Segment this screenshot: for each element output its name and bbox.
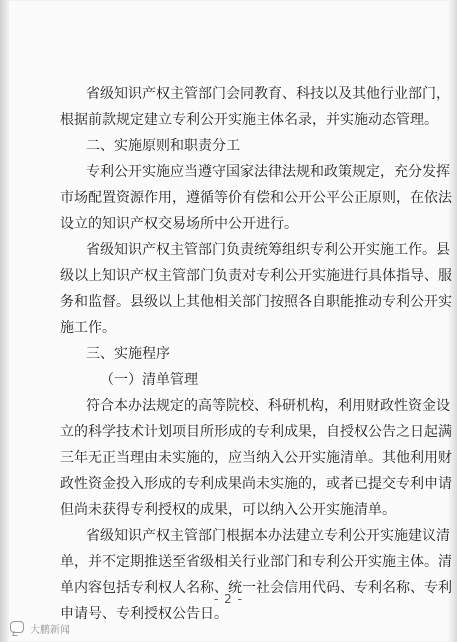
body-text-line-4: 专利公开实施应当遵守国家法律法规和政策规定，充分发挥 — [86, 164, 450, 180]
page-left-edge — [0, 0, 8, 642]
body-text-line-1: 省级知识产权主管部门会同教育、科技以及其他行业部门， — [86, 86, 450, 102]
body-text-line-7: 省级知识产权主管部门负责统筹组织专利公开实施工作。县 — [86, 242, 450, 258]
body-text-line-17: 但尚未获得专利授权的成果，可以纳入公开实施清单。 — [60, 502, 396, 518]
body-text-line-8: 级以上知识产权主管部门负责对专利公开实施进行具体指导、服 — [60, 268, 452, 284]
page-right-edge — [450, 0, 457, 642]
body-text-line-18: 省级知识产权主管部门根据本办法建立专利公开实施建议清 — [86, 528, 450, 544]
speech-bubble-icon — [10, 621, 26, 635]
body-text-line-10: 施工作。 — [60, 320, 116, 336]
watermark-text: 大鹏新闻 — [30, 624, 70, 636]
body-text-line-14: 立的科学技术计划项目所形成的专利成果，自授权公告之日起满 — [60, 424, 452, 440]
body-text-line-15: 三年无正当理由未实施的，应当纳入公开实施清单。其他利用财 — [60, 450, 452, 466]
body-text-line-16: 政性资金投入形成的专利成果尚未实施的，或者已提交专利申请 — [60, 476, 452, 492]
body-text-line-21: 申请号、专利授权公告日。 — [60, 606, 228, 622]
body-text-line-19: 单，并不定期推送至省级相关行业部门和专利公开实施主体。清 — [60, 554, 452, 570]
body-text-line-2: 根据前款规定建立专利公开实施主体名录，并实施动态管理。 — [60, 112, 438, 128]
subsection-heading-list-management: （一）清单管理 — [100, 372, 198, 388]
body-text-line-13: 符合本办法规定的高等院校、科研机构，利用财政性资金设 — [86, 398, 450, 414]
section-heading-principles: 二、实施原则和职责分工 — [86, 138, 240, 154]
body-text-line-5: 市场配置资源作用，遵循等价有偿和公开公平公正原则，在依法 — [60, 190, 452, 206]
body-text-line-9: 务和监督。县级以上其他相关部门按照各自职能推动专利公开实 — [60, 294, 452, 310]
section-heading-procedure: 三、实施程序 — [86, 346, 170, 362]
body-text-line-20: 单内容包括专利权人名称、统一社会信用代码、专利名称、专利 — [60, 580, 452, 596]
body-text-line-6: 设立的知识产权交易场所中公开进行。 — [60, 216, 298, 232]
page-number: - 2 - — [214, 592, 243, 606]
news-watermark — [10, 620, 70, 636]
